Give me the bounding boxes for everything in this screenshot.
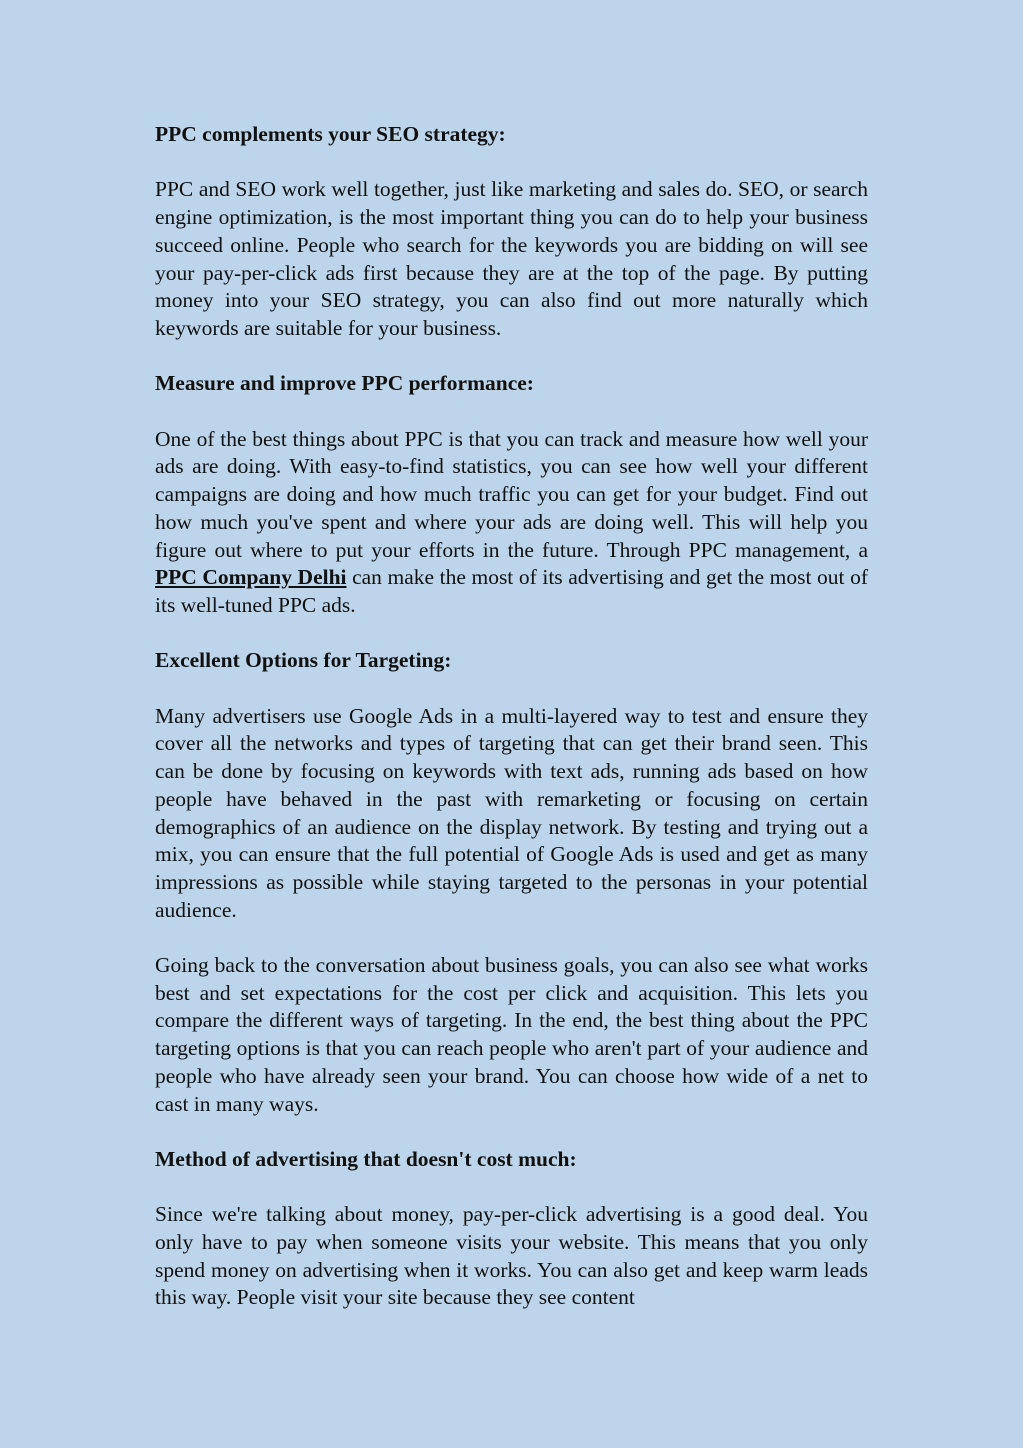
paragraph-measure <box>155 426 868 620</box>
document-page <box>155 121 868 1312</box>
paragraph-measure-text-after: can make the most of its advertising and get the most out of its well-tuned PPC ads. <box>155 565 868 617</box>
section-heading-seo: PPC complements your SEO strategy: <box>155 122 506 146</box>
paragraph-targeting-1: Many advertisers use Google Ads in a multi-layered way to test and ensure they cover all the networks and types of targeting that can get their brand seen. This can be done by focusing on keywords with text ads, running ads based on how people have behaved in the past with remarketing or focusing on certain demographics of an audience on the display network. By testing and trying out a mix, you can ensure that the full potential of Google Ads is used and get as many impressions as possible while staying targeted to the personas in your potential audience. <box>155 703 868 922</box>
section-heading-cost: Method of advertising that doesn't cost much: <box>155 1146 577 1171</box>
ppc-company-delhi-link[interactable]: PPC Company Delhi <box>155 565 347 590</box>
paragraph-measure-text-before: One of the best things about PPC is that you can track and measure how well your ads are doing. With easy-to-find statistics, you can see how well your different campaigns are doing and how much traffic you can get for your budget. Find out how much you've spent and where your ads are doing well. This will help you figure out where to put your efforts in the future. Through PPC management, a <box>155 426 868 562</box>
paragraph-targeting-2: Going back to the conversation about business goals, you can also see what works best and set expectations for the cost per click and acquisition. This lets you compare the different ways of targeting. In the end, the best thing about the PPC targeting options is that you can reach people who aren't part of your audience and people who have already seen your brand. You can choose how wide of a net to cast in many ways. <box>155 953 868 1116</box>
section-heading-measure: Measure and improve PPC performance: <box>155 371 534 396</box>
section-heading-targeting: Excellent Options for Targeting: <box>155 648 452 673</box>
paragraph-cost: Since we're talking about money, pay-per-click advertising is a good deal. You only have to pay when someone visits your website. This means that you only spend money on advertising when it works. You can also get and keep warm leads this way. People visit your site because they see content <box>155 1202 868 1310</box>
paragraph-seo: PPC and SEO work well together, just like marketing and sales do. SEO, or search engine optimization, is the most important thing you can do to help your business succeed online. People who search for the keywords you are bidding on will see your pay-per-click ads first because they are at the top of the page. By putting money into your SEO strategy, you can also find out more naturally which keywords are suitable for your business. <box>155 177 868 340</box>
